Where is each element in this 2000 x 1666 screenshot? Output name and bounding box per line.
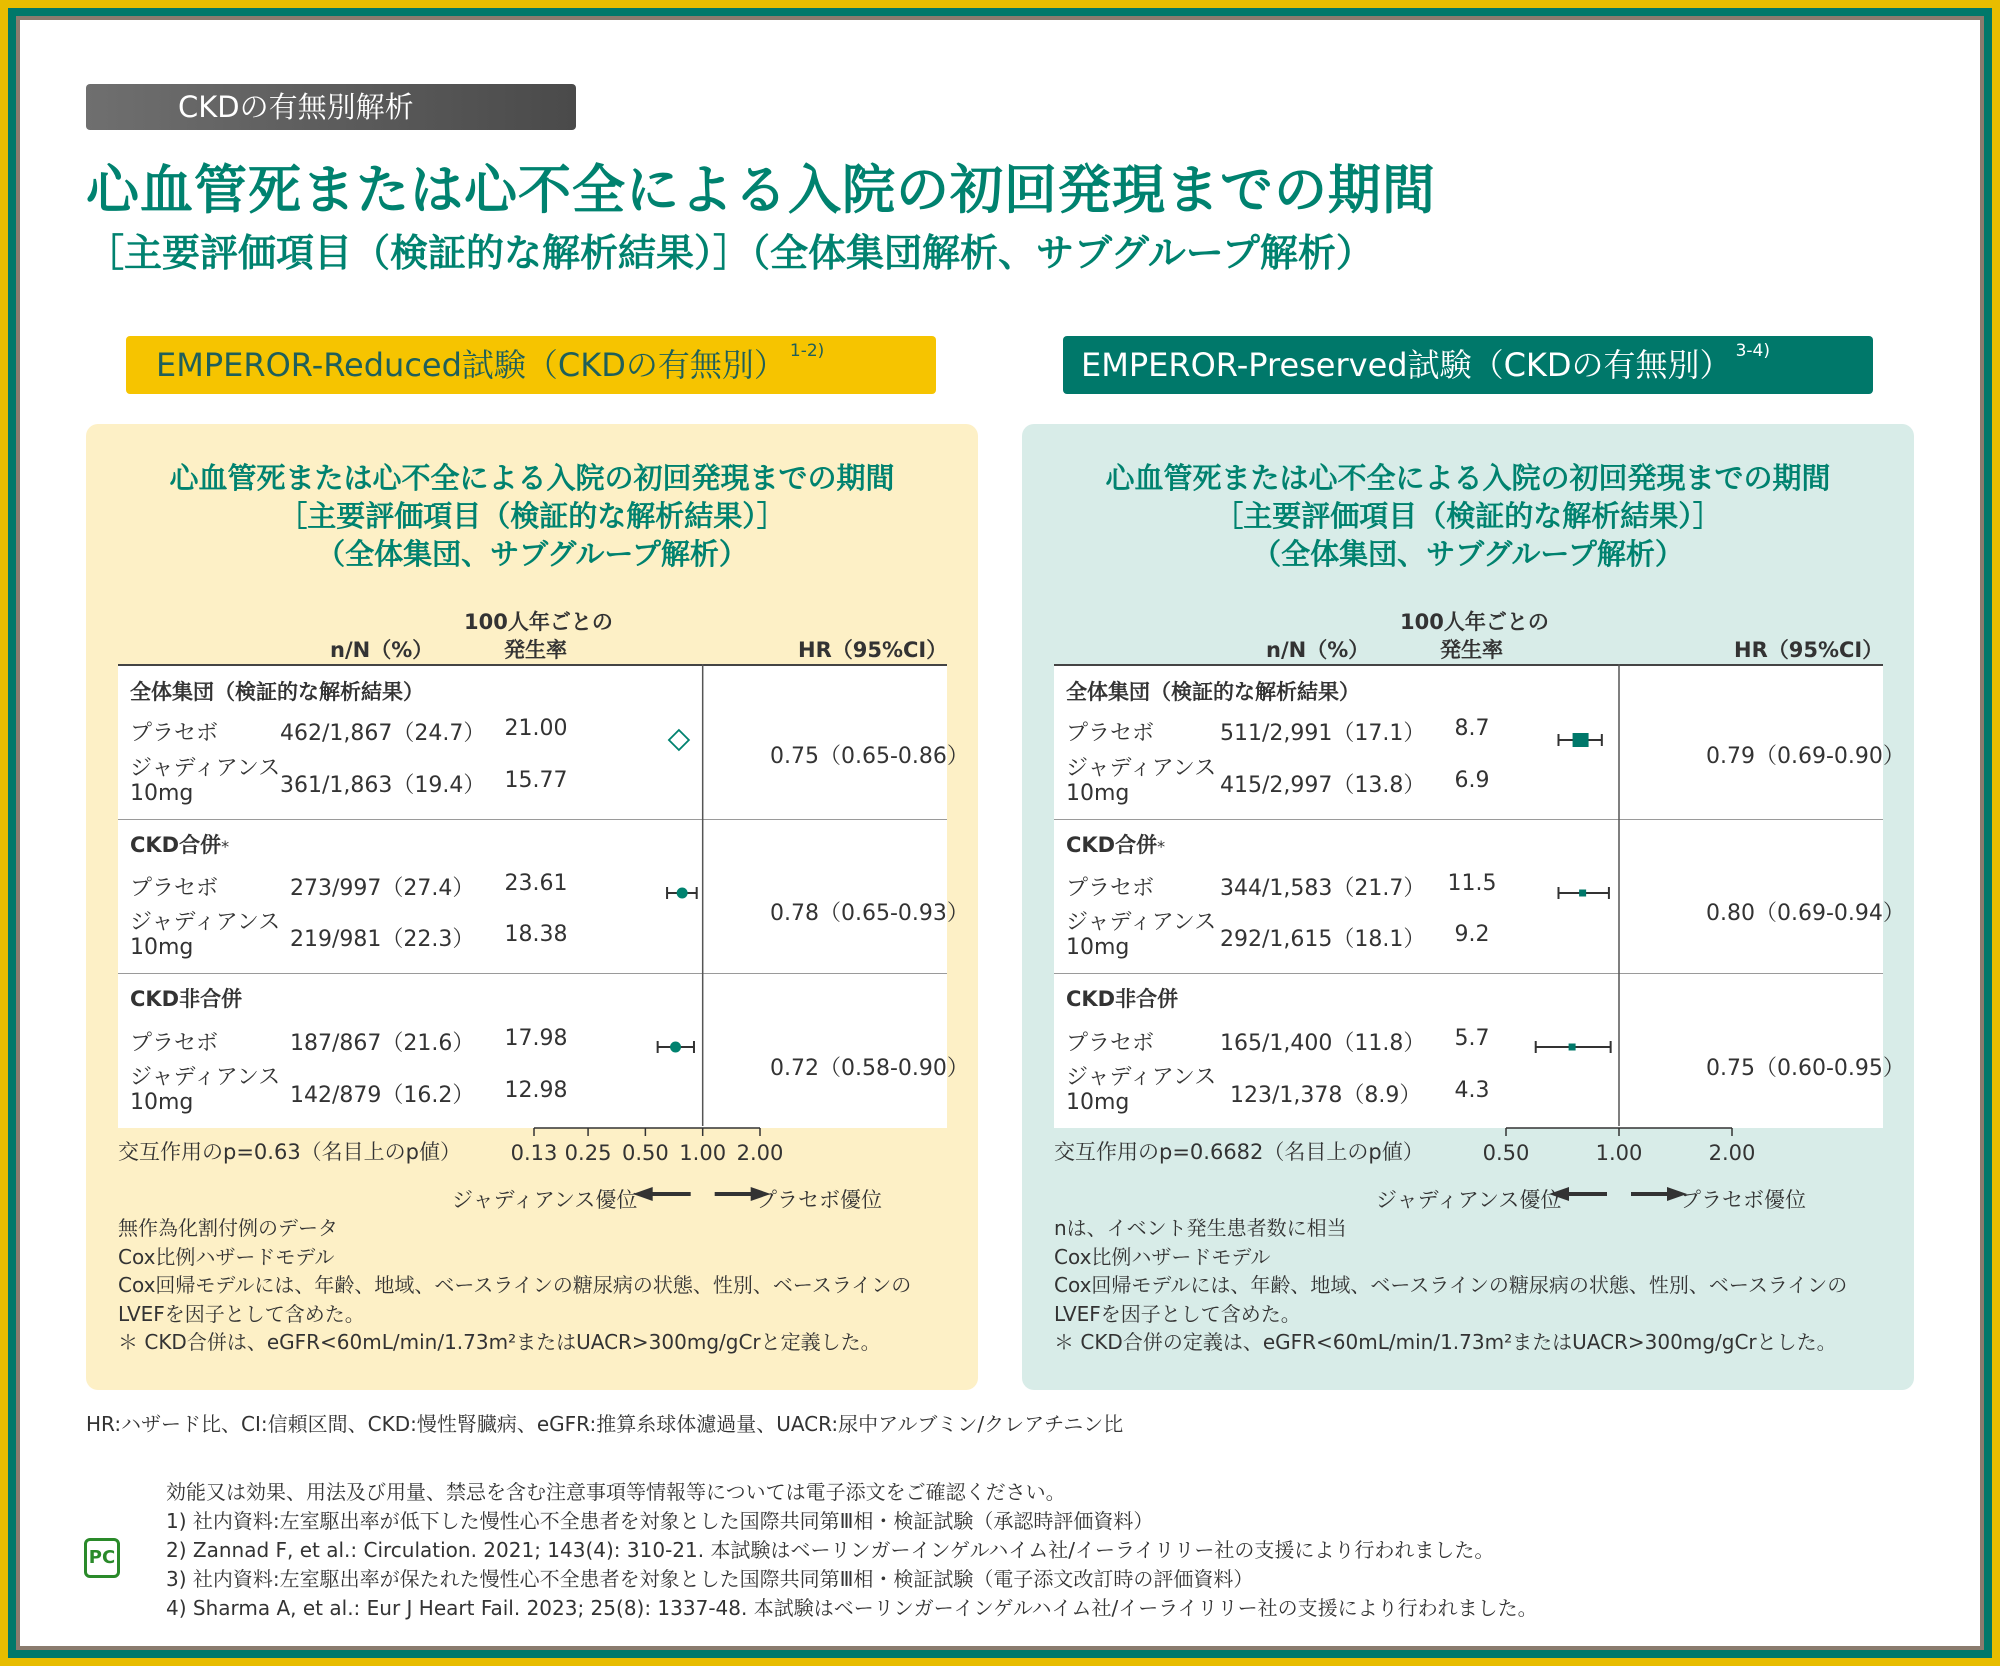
reference-line: 効能又は効果、用法及び用量、禁忌を含む注意事項等情報等については電子添文をご確認ください。: [166, 1480, 1066, 1504]
reference-line: 4) Sharma A, et al.: Eur J Heart Fail. 2023; 25(8): 1337-48. 本試験はベーリンガーインゲルハイム社/イーライリリー社の支援により行われました。: [166, 1596, 1538, 1620]
header-nN: n/N（%）: [1266, 638, 1370, 662]
nN-value: 292/1,615（18.1）: [1220, 927, 1426, 952]
nN-value: 219/981（22.3）: [290, 927, 475, 952]
arm-label: ジャディアンス: [1066, 1065, 1217, 1090]
note-line: LVEFを因子として含めた。: [118, 1301, 365, 1326]
arm-dose: 10mg: [1066, 935, 1130, 960]
hr-square: [1573, 733, 1589, 747]
arm-dose: 10mg: [1066, 1090, 1130, 1115]
arm-dose: 10mg: [130, 1090, 194, 1115]
nN-value: 273/997（27.4）: [290, 876, 475, 901]
rate-value: 11.5: [1447, 871, 1497, 896]
arm-label: ジャディアンス: [130, 910, 281, 935]
section-tag: CKDの有無別解析: [86, 84, 576, 130]
arm-label: ジャディアンス: [1066, 910, 1217, 935]
note-line: ＊ CKD合併の定義は、eGFR<60mL/min/1.73m²またはUACR>300mg/gCrとした。: [1054, 1330, 1837, 1354]
header-rate-line1: 100人年ごとの: [1400, 610, 1549, 634]
interaction-p: 交互作用のp=0.6682（名目上のp値）: [1054, 1140, 1424, 1164]
note-line: Cox回帰モデルには、年齢、地域、ベースラインの糖尿病の状態、性別、ベースラインの: [1054, 1273, 1848, 1297]
trial-label-text: EMPEROR-Preserved試験（CKDの有無別）: [1081, 346, 1732, 384]
nN-value: 165/1,400（11.8）: [1220, 1031, 1426, 1056]
nN-value: 344/1,583（21.7）: [1220, 876, 1426, 901]
hr-point: [670, 1042, 681, 1053]
group-label: 全体集団（検証的な解析結果）: [1066, 680, 1360, 704]
rate-value: 8.7: [1454, 716, 1490, 741]
references: [166, 1478, 1538, 1623]
favors-empagliflozin: ジャディアンス優位: [452, 1188, 638, 1212]
forest-panel-preserved: [1022, 424, 1914, 1390]
favors-placebo: プラセボ優位: [1680, 1188, 1806, 1212]
group-label-text: CKD合併: [130, 833, 222, 857]
arm-label: ジャディアンス: [130, 1065, 281, 1090]
note-line: Cox回帰モデルには、年齢、地域、ベースラインの糖尿病の状態、性別、ベースラインの: [118, 1273, 912, 1297]
x-tick-label: 2.00: [736, 1141, 784, 1165]
rate-value: 18.38: [504, 922, 568, 947]
reference-line: 3) 社内資料:左室駆出率が保たれた慢性心不全患者を対象とした国際共同第Ⅲ相・検証試験（電子添文改訂時の評価資料）: [166, 1567, 1254, 1591]
rate-value: 5.7: [1454, 1026, 1490, 1051]
arm-dose: 10mg: [1066, 781, 1130, 806]
panel-title-line3: （全体集団、サブグループ解析）: [316, 537, 748, 571]
panel-title-line2: ［主要評価項目（検証的な解析結果）］: [1214, 499, 1722, 533]
hr-value: 0.75（0.65-0.86）: [770, 744, 969, 769]
trial-ref: 3-4): [1735, 341, 1770, 361]
rate-value: 23.61: [504, 871, 568, 896]
panel-title-line3: （全体集団、サブグループ解析）: [1252, 537, 1684, 571]
panel-title-line2: ［主要評価項目（検証的な解析結果）］: [278, 499, 786, 533]
x-tick-label: 0.50: [621, 1141, 669, 1165]
trial-ref: 1-2): [789, 341, 825, 361]
group-label: 全体集団（検証的な解析結果）: [130, 680, 424, 704]
nN-value: 511/2,991（17.1）: [1220, 721, 1426, 746]
hr-value: 0.78（0.65-0.93）: [770, 901, 969, 926]
rate-value: 12.98: [504, 1078, 568, 1103]
header-hr: HR（95%CI）: [798, 638, 948, 662]
arm-label: ジャディアンス: [1066, 756, 1217, 781]
group-label-text: CKD合併: [1066, 833, 1158, 857]
nN-value: 187/867（21.6）: [290, 1031, 475, 1056]
favors-empagliflozin: ジャディアンス優位: [1376, 1188, 1562, 1212]
x-tick-label: 0.13: [510, 1141, 558, 1165]
arm-label: プラセボ: [130, 721, 219, 746]
x-tick-label: 2.00: [1708, 1141, 1756, 1165]
panel-notes: [118, 1214, 911, 1357]
rate-value: 15.77: [504, 768, 568, 793]
arm-label: プラセボ: [130, 1031, 219, 1056]
note-line: LVEFを因子として含めた。: [1054, 1301, 1301, 1326]
hr-square: [1569, 1044, 1576, 1051]
arm-label: プラセボ: [1066, 876, 1155, 901]
panel-title-line1: 心血管死または心不全による入院の初回発現までの期間: [1105, 461, 1831, 495]
header-rate-line1: 100人年ごとの: [464, 610, 613, 634]
arm-dose: 10mg: [130, 781, 194, 806]
nN-value: 415/2,997（13.8）: [1220, 773, 1426, 798]
trial-label-preserved: [1063, 336, 1873, 394]
group-label: CKD非合併: [130, 987, 243, 1011]
hr-value: 0.79（0.69-0.90）: [1706, 744, 1905, 769]
rate-value: 6.9: [1454, 768, 1490, 793]
page-subtitle: ［主要評価項目（検証的な解析結果）］（全体集団解析、サブグループ解析）: [86, 231, 1374, 275]
panel-title-line1: 心血管死または心不全による入院の初回発現までの期間: [169, 461, 895, 495]
pc-logo: PC: [84, 1538, 120, 1578]
header-nN: n/N（%）: [330, 638, 434, 662]
hr-value: 0.80（0.69-0.94）: [1706, 901, 1905, 926]
arm-label: ジャディアンス: [130, 756, 281, 781]
arm-label: プラセボ: [1066, 1031, 1155, 1056]
hr-value: 0.75（0.60-0.95）: [1706, 1056, 1905, 1081]
x-tick-label: 1.00: [1595, 1141, 1643, 1165]
forest-panel-reduced: [86, 424, 978, 1390]
panel-notes: [1054, 1214, 1847, 1357]
rate-value: 4.3: [1454, 1078, 1490, 1103]
rate-value: 17.98: [504, 1026, 568, 1051]
arm-label: プラセボ: [1066, 721, 1155, 746]
note-line: Cox比例ハザードモデル: [118, 1244, 335, 1269]
group-label: CKD非合併: [1066, 987, 1179, 1011]
x-tick-label: 0.25: [564, 1141, 612, 1165]
header-rate-line2: 発生率: [1440, 638, 1503, 662]
nN-value: 361/1,863（19.4）: [280, 773, 486, 798]
footnote-mark: *: [1157, 837, 1166, 856]
header-rate-line2: 発生率: [504, 638, 567, 662]
reference-line: 2) Zannad F, et al.: Circulation. 2021; 143(4): 310-21. 本試験はベーリンガーインゲルハイム社/イーライリリー社の支援により行われました。: [166, 1538, 1495, 1562]
page-title: 心血管死または心不全による入院の初回発現までの期間: [86, 160, 1436, 221]
interaction-p: 交互作用のp=0.63（名目上のp値）: [118, 1140, 462, 1164]
trial-label-text: EMPEROR-Reduced試験（CKDの有無別）: [156, 346, 786, 384]
hr-square: [1579, 890, 1586, 897]
arm-dose: 10mg: [130, 935, 194, 960]
x-tick-label: 1.00: [679, 1141, 727, 1165]
note-line: 無作為化割付例のデータ: [118, 1216, 338, 1240]
favors-placebo: プラセボ優位: [756, 1188, 882, 1212]
nN-value: 142/879（16.2）: [290, 1083, 475, 1108]
note-line: Cox比例ハザードモデル: [1054, 1244, 1271, 1269]
arm-label: プラセボ: [130, 876, 219, 901]
hr-value: 0.72（0.58-0.90）: [770, 1056, 969, 1081]
hr-point: [677, 888, 688, 899]
nN-value: 462/1,867（24.7）: [280, 721, 486, 746]
rate-value: 21.00: [504, 716, 568, 741]
header-hr: HR（95%CI）: [1734, 638, 1884, 662]
note-line: ＊ CKD合併は、eGFR<60mL/min/1.73m²またはUACR>300mg/gCrと定義した。: [118, 1330, 881, 1354]
note-line: nは、イベント発生患者数に相当: [1054, 1216, 1347, 1240]
trial-label-reduced: [126, 336, 936, 394]
x-tick-label: 0.50: [1482, 1141, 1530, 1165]
hr-diamond: [669, 730, 689, 750]
abbreviations: HR:ハザード比、CI:信頼区間、CKD:慢性腎臓病、eGFR:推算糸球体濾過量、UACR:尿中アルブミン/クレアチニン比: [86, 1412, 1124, 1436]
nN-value: 123/1,378（8.9）: [1230, 1083, 1422, 1108]
footnote-mark: *: [221, 837, 230, 856]
reference-line: 1) 社内資料:左室駆出率が低下した慢性心不全患者を対象とした国際共同第Ⅲ相・検証試験（承認時評価資料）: [166, 1509, 1154, 1533]
rate-value: 9.2: [1454, 922, 1490, 947]
